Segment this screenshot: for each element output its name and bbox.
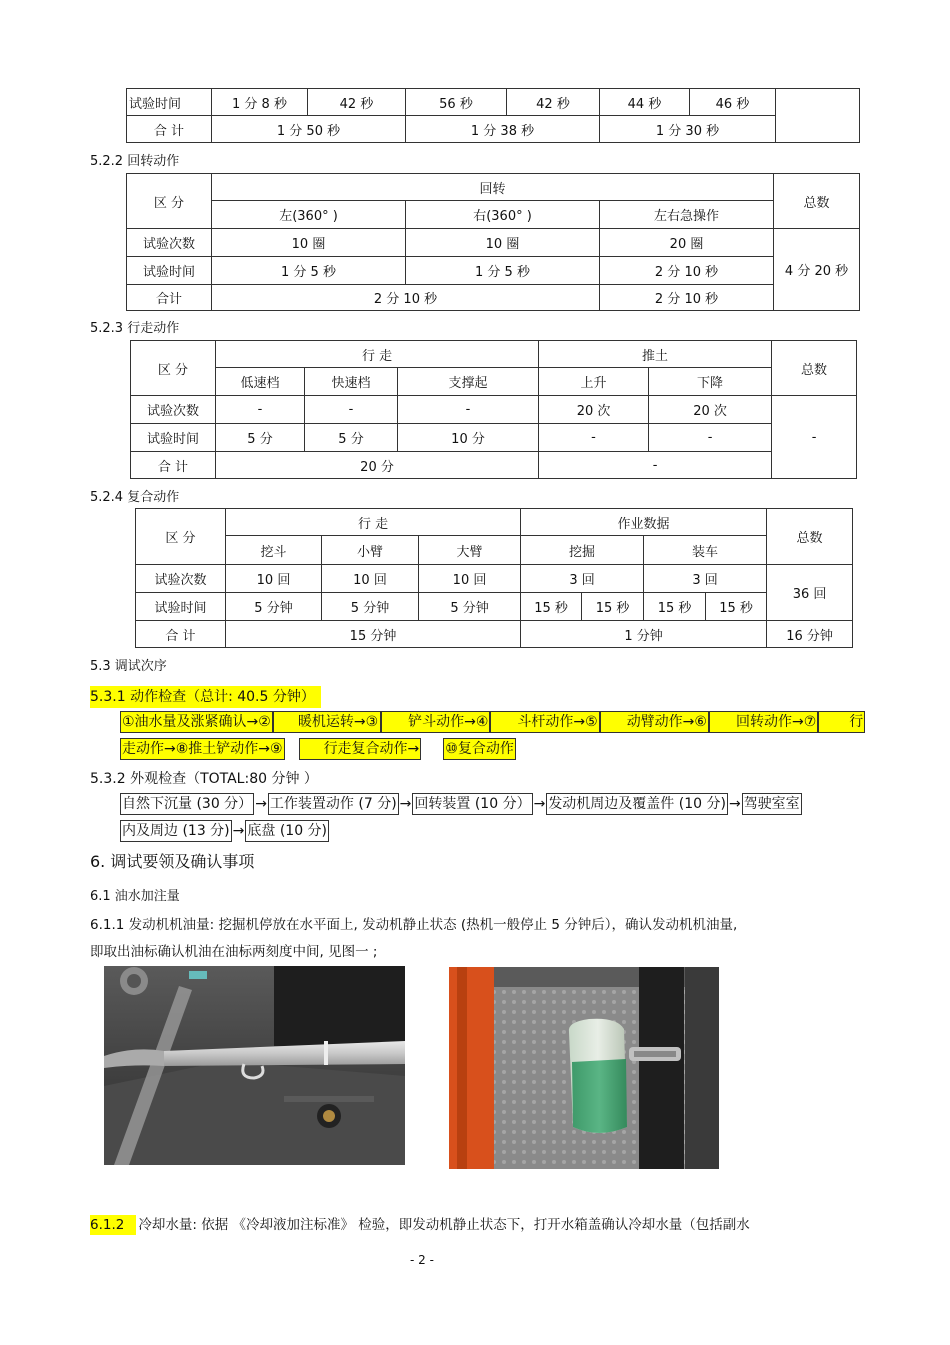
header-total: 总数 bbox=[774, 174, 860, 229]
flow-action-check-row2 bbox=[120, 738, 516, 760]
heading-5-3-1: 5.3.1 动作检查（总计: 40.5 分钟） bbox=[90, 686, 321, 708]
cell: 2 分 10 秒 bbox=[212, 285, 600, 311]
flow-step: 铲斗动作→④ bbox=[381, 711, 490, 733]
cell-empty bbox=[776, 89, 860, 143]
flow-step: 走动作→⑧推土铲动作→⑨ bbox=[120, 738, 285, 760]
cell: 20 圈 bbox=[600, 229, 774, 257]
flow-appearance-row2 bbox=[120, 820, 329, 842]
header-sub: 右(360° ) bbox=[406, 201, 600, 229]
cell: 10 回 bbox=[322, 565, 419, 593]
cell: - bbox=[398, 396, 539, 424]
row-label: 试验时间 bbox=[127, 257, 212, 285]
table-top-continuation bbox=[126, 88, 860, 143]
heading-5-3-2: 5.3.2 外观检查（TOTAL:80 分钟 ） bbox=[90, 771, 318, 787]
heading-5-2-3: 5.2.3 行走动作 bbox=[90, 321, 180, 336]
cell-label-sum: 合 计 bbox=[127, 116, 212, 143]
paragraph-6-1-1-line1: 6.1.1 发动机机油量: 挖掘机停放在水平面上, 发动机静止状态 (热机一般停止 5 分钟后），确认发动机机油量, bbox=[90, 917, 738, 933]
heading-6-1: 6.1 油水加注量 bbox=[90, 889, 180, 904]
flow-step: 回转装置 (10 分） bbox=[412, 793, 532, 815]
cell: 15 秒 bbox=[521, 593, 582, 621]
photo-coolant-reservoir-graphic bbox=[449, 967, 719, 1169]
table-5-2-3 bbox=[130, 340, 857, 479]
cell: 20 分 bbox=[216, 452, 539, 479]
cell: 1 分钟 bbox=[521, 621, 767, 648]
cell: 2 分 10 秒 bbox=[600, 257, 774, 285]
header-sub: 低速档 bbox=[216, 368, 305, 396]
cell: - bbox=[216, 396, 305, 424]
cell: 20 次 bbox=[539, 396, 649, 424]
header-qufen: 区 分 bbox=[136, 509, 226, 565]
header-sub: 挖斗 bbox=[226, 536, 322, 565]
cell: 10 回 bbox=[419, 565, 521, 593]
header-sub: 下降 bbox=[649, 368, 772, 396]
paragraph-6-1-2 bbox=[90, 1215, 750, 1235]
cell: - bbox=[305, 396, 398, 424]
cell: 5 分钟 bbox=[226, 593, 322, 621]
heading-5-3: 5.3 调试次序 bbox=[90, 659, 167, 674]
page-number: - 2 - bbox=[410, 1253, 434, 1267]
cell: 15 秒 bbox=[644, 593, 706, 621]
cell: 10 圈 bbox=[212, 229, 406, 257]
cell: 15 秒 bbox=[706, 593, 767, 621]
cell: 5 分 bbox=[305, 424, 398, 452]
cell: 10 分 bbox=[398, 424, 539, 452]
cell: 15 分钟 bbox=[226, 621, 521, 648]
cell: 3 回 bbox=[521, 565, 644, 593]
header-sub: 左右急操作 bbox=[600, 201, 774, 229]
row-label: 合计 bbox=[127, 285, 212, 311]
header-xingzou: 行 走 bbox=[226, 509, 521, 536]
flow-step: ①油水量及涨紧确认→② bbox=[120, 711, 273, 733]
cell: - bbox=[649, 424, 772, 452]
paragraph-6-1-1-line2: 即取出油标确认机油在油标两刻度中间, 见图一 ; bbox=[90, 944, 378, 960]
cell: 1 分 8 秒 bbox=[212, 89, 308, 116]
cell-total: 4 分 20 秒 bbox=[774, 229, 860, 311]
flow-step: 回转动作→⑦ bbox=[709, 711, 818, 733]
cell: 2 分 10 秒 bbox=[600, 285, 774, 311]
row-label: 试验次数 bbox=[127, 229, 212, 257]
flow-step: 暖机运转→③ bbox=[273, 711, 381, 733]
cell: 1 分 30 秒 bbox=[600, 116, 776, 143]
cell: 10 圈 bbox=[406, 229, 600, 257]
paragraph-6-1-2-number: 6.1.2 bbox=[90, 1215, 136, 1235]
flow-action-check-row1 bbox=[120, 711, 865, 733]
flow-step: 工作装置动作 (7 分) bbox=[268, 793, 399, 815]
cell: 5 分钟 bbox=[322, 593, 419, 621]
flow-step: 内及周边 (13 分) bbox=[120, 820, 232, 842]
header-sub: 支撑起 bbox=[398, 368, 539, 396]
flow-step: 底盘 (10 分) bbox=[245, 820, 329, 842]
table-5-2-4 bbox=[135, 508, 853, 648]
arrow: → bbox=[255, 796, 267, 812]
cell: 1 分 5 秒 bbox=[212, 257, 406, 285]
paragraph-6-1-2-text: 冷却水量: 依据 《冷却液加注标准》 检验，即发动机静止状态下，打开水箱盖确认冷却水量（包括副水 bbox=[138, 1217, 750, 1233]
flow-step: 驾驶室室 bbox=[742, 793, 802, 815]
arrow: → bbox=[232, 823, 245, 839]
header-sub: 快速档 bbox=[305, 368, 398, 396]
photo-oil-dipstick bbox=[104, 966, 405, 1165]
cell-total: - bbox=[772, 396, 857, 479]
cell-label-time: 试验时间 bbox=[127, 89, 212, 116]
header-total: 总数 bbox=[772, 341, 857, 396]
flow-step: 斗杆动作→⑤ bbox=[490, 711, 599, 733]
cell: 56 秒 bbox=[406, 89, 507, 116]
photo-oil-dipstick-graphic bbox=[104, 966, 405, 1165]
flow-step: 行走复合动作→ bbox=[299, 738, 422, 760]
cell: 46 秒 bbox=[690, 89, 776, 116]
cell: 1 分 50 秒 bbox=[212, 116, 406, 143]
header-total: 总数 bbox=[767, 509, 853, 565]
header-xingzou: 行 走 bbox=[216, 341, 539, 368]
row-label: 合 计 bbox=[136, 621, 226, 648]
cell: 42 秒 bbox=[308, 89, 406, 116]
cell: 20 次 bbox=[649, 396, 772, 424]
flow-appearance-row1 bbox=[120, 793, 802, 815]
flow-step: 动臂动作→⑥ bbox=[600, 711, 709, 733]
arrow: → bbox=[728, 796, 741, 812]
header-sub: 上升 bbox=[539, 368, 649, 396]
row-label: 合 计 bbox=[131, 452, 216, 479]
table-5-2-2 bbox=[126, 173, 860, 311]
header-sub: 大臂 bbox=[419, 536, 521, 565]
arrow: → bbox=[533, 796, 546, 812]
cell: 15 秒 bbox=[582, 593, 644, 621]
cell: 16 分钟 bbox=[767, 621, 853, 648]
photo-coolant-reservoir bbox=[449, 967, 719, 1169]
heading-5-2-2: 5.2.2 回转动作 bbox=[90, 154, 180, 169]
flow-step: 发动机周边及覆盖件 (10 分) bbox=[546, 793, 728, 815]
cell: 10 回 bbox=[226, 565, 322, 593]
cell: 44 秒 bbox=[600, 89, 690, 116]
cell: - bbox=[539, 452, 772, 479]
header-zuoye: 作业数据 bbox=[521, 509, 767, 536]
row-label: 试验时间 bbox=[131, 424, 216, 452]
cell-total: 36 回 bbox=[767, 565, 853, 621]
flow-step: 自然下沉量 (30 分） bbox=[120, 793, 254, 815]
arrow: → bbox=[399, 796, 412, 812]
header-qufen: 区 分 bbox=[127, 174, 212, 229]
cell: 42 秒 bbox=[507, 89, 600, 116]
header-sub: 装车 bbox=[644, 536, 767, 565]
header-sub: 左(360° ) bbox=[212, 201, 406, 229]
cell: 1 分 38 秒 bbox=[406, 116, 600, 143]
cell: 5 分 bbox=[216, 424, 305, 452]
header-huizhuan: 回转 bbox=[212, 174, 774, 201]
heading-6: 6. 调试要领及确认事项 bbox=[90, 852, 255, 871]
header-sub: 小臂 bbox=[322, 536, 419, 565]
cell: 3 回 bbox=[644, 565, 767, 593]
heading-5-2-4: 5.2.4 复合动作 bbox=[90, 490, 180, 505]
flow-step: 行 bbox=[818, 711, 865, 733]
header-sub: 挖掘 bbox=[521, 536, 644, 565]
cell: 1 分 5 秒 bbox=[406, 257, 600, 285]
flow-step: ⑩复合动作 bbox=[443, 738, 516, 760]
cell: - bbox=[539, 424, 649, 452]
cell: 5 分钟 bbox=[419, 593, 521, 621]
row-label: 试验次数 bbox=[136, 565, 226, 593]
row-label: 试验时间 bbox=[136, 593, 226, 621]
row-label: 试验次数 bbox=[131, 396, 216, 424]
header-qufen: 区 分 bbox=[131, 341, 216, 396]
header-tuitu: 推土 bbox=[539, 341, 772, 368]
